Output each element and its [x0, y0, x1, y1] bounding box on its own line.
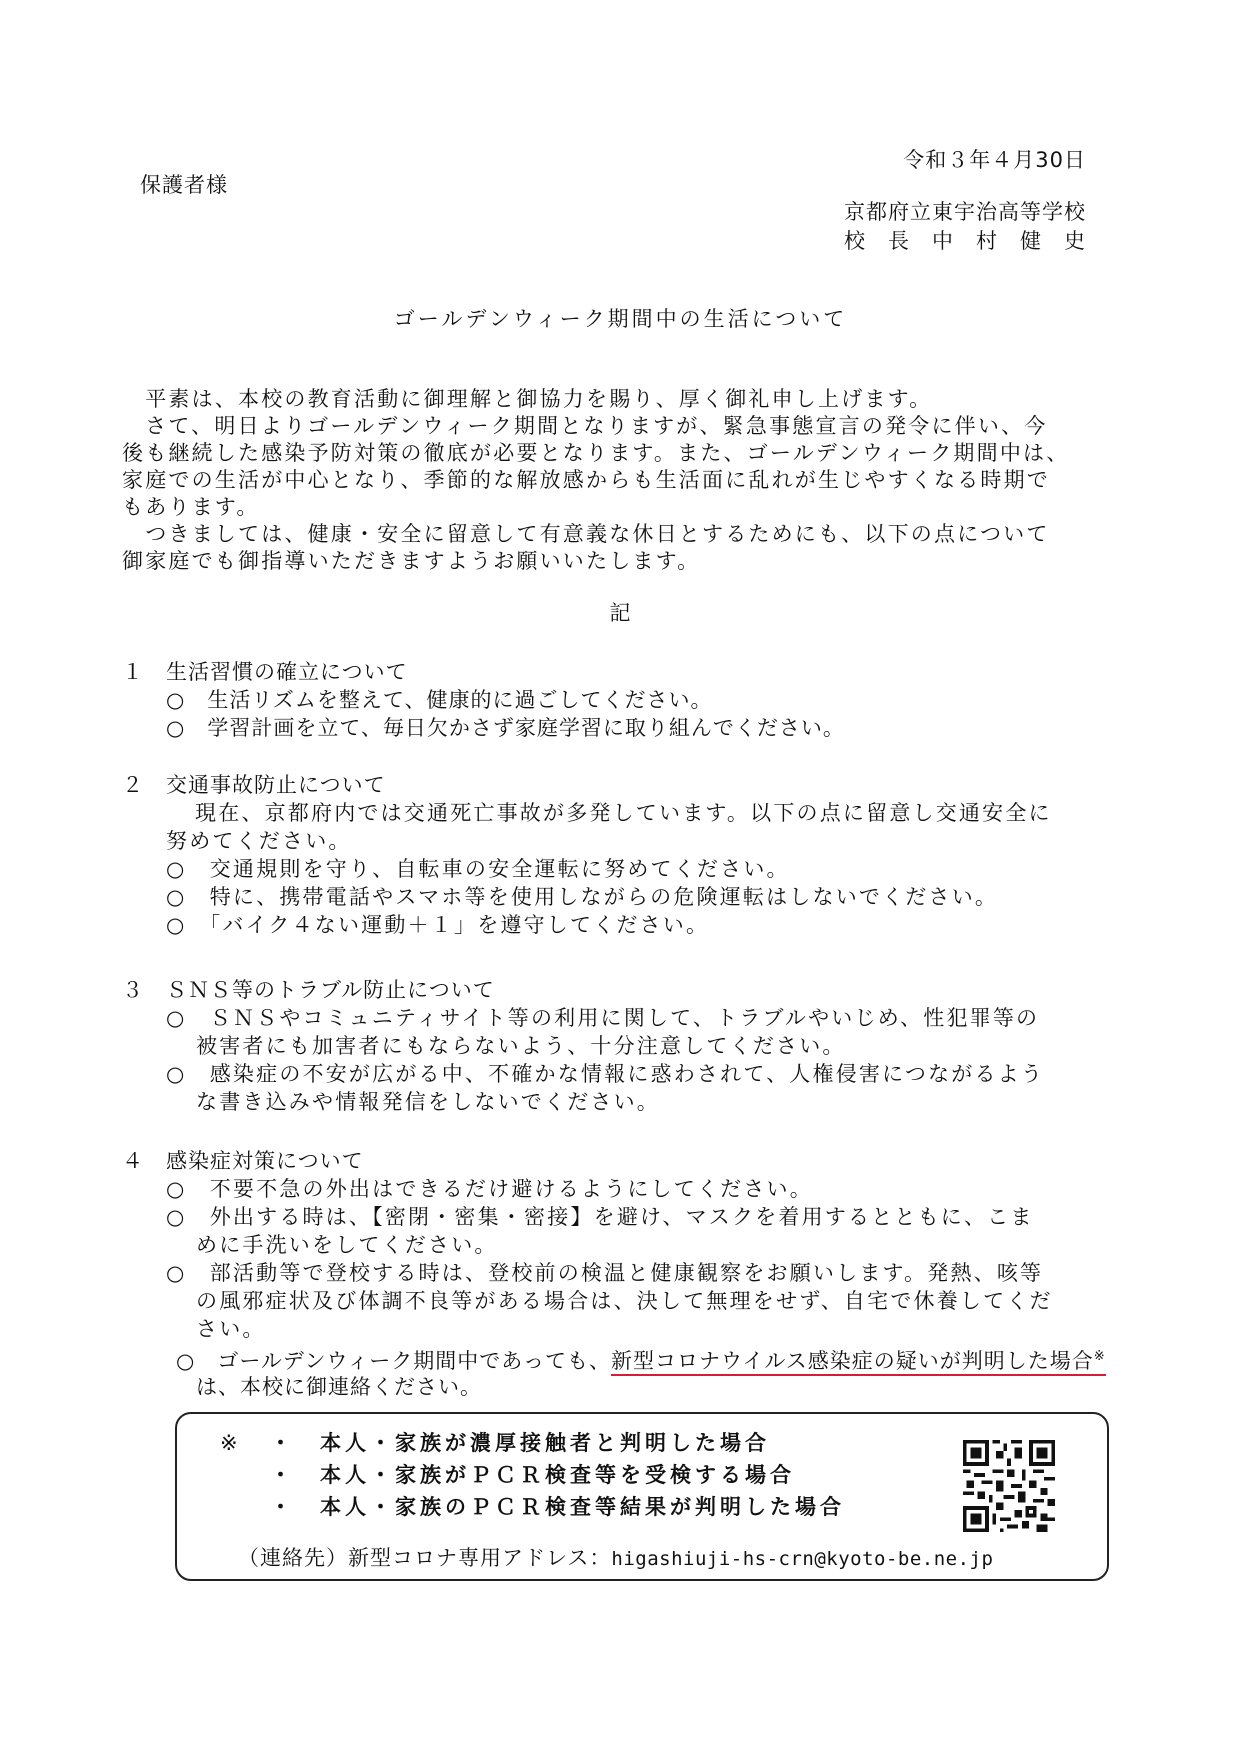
list-item: ○ 生活リズムを整えて、健康的に過ごしてください。	[166, 688, 713, 712]
qr-code-icon	[963, 1440, 1055, 1532]
list-item: ○ 部活動等で登校する時は、登校前の検温と健康観察をお願いします。発熱、咳等	[166, 1261, 1044, 1285]
section-title: 感染症対策について	[166, 1149, 364, 1173]
intro-line: もあります。	[122, 495, 260, 519]
intro-line: 後も継続した感染予防対策の徹底が必要となります。また、ゴールデンウィーク期間中は、	[122, 441, 1070, 465]
paragraph-line: 現在、京都府内では交通死亡事故が多発しています。以下の点に留意し交通安全に	[195, 801, 1052, 825]
list-item-cont: さい。	[196, 1317, 266, 1341]
contact-email[interactable]: higashiuji-hs-crn@kyoto-be.ne.jp	[611, 1548, 994, 1570]
intro-line: 家庭での生活が中心となり、季節的な解放感からも生活面に乱れが生じやすくなる時期で	[122, 468, 1050, 492]
notice-item: ・ 本人・家族のＰＣＲ検査等結果が判明した場合	[270, 1495, 845, 1519]
notice-mark: ※	[220, 1431, 239, 1455]
section-number: ２	[122, 773, 144, 797]
paragraph-line: 努めてください。	[166, 829, 352, 853]
ki-heading: 記	[609, 601, 632, 625]
addressee: 保護者様	[140, 173, 228, 197]
underlined-condition	[611, 1349, 1106, 1376]
contact-line	[238, 1543, 993, 1574]
list-item: ○ 外出する時は、【密閉・密集・密接】を避け、マスクを着用するとともに、こま	[166, 1205, 1034, 1229]
section-title: 交通事故防止について	[166, 773, 386, 797]
list-item-cont: 被害者にも加害者にもならないよう、十分注意してください。	[196, 1034, 846, 1058]
section-number: ４	[122, 1149, 144, 1173]
notice-item: ・ 本人・家族がＰＣＲ検査等を受検する場合	[270, 1463, 795, 1487]
school-name: 京都府立東宇治高等学校	[844, 200, 1086, 224]
list-item: ○ 不要不急の外出はできるだけ避けるようにしてください。	[166, 1177, 813, 1201]
principal-name: 校 長 中 村 健 史	[844, 229, 1086, 253]
section-number: １	[122, 660, 144, 684]
list-item: ○ 学習計画を立て、毎日欠かさず家庭学習に取り組んでください。	[166, 716, 845, 740]
document-date: 令和３年４月30日	[903, 148, 1086, 172]
list-item-prefix: ○ ゴールデンウィーク期間中であっても、	[176, 1349, 612, 1373]
list-item-cont: の風邪症状及び体調不良等がある場合は、決して無理をせず、自宅で休養してくだ	[196, 1289, 1053, 1313]
section-number: ３	[122, 978, 144, 1002]
list-item-cont: は、本校に御連絡ください。	[196, 1375, 482, 1399]
intro-line: 御家庭でも御指導いただきますようお願いいたします。	[122, 549, 701, 573]
list-item: ○ ＳＮＳやコミュニティサイト等の利用に関して、トラブルやいじめ、性犯罪等の	[166, 1006, 1040, 1030]
notice-item: ・ 本人・家族が濃厚接触者と判明した場合	[270, 1431, 770, 1455]
list-item: ○ 交通規則を守り、自転車の安全運転に努めてください。	[166, 857, 790, 881]
intro-line: 平素は、本校の教育活動に御理解と御協力を賜り、厚く御礼申し上げます。	[122, 387, 933, 411]
intro-line: つきましては、健康・安全に留意して有意義な休日とするためにも、以下の点について	[122, 522, 1050, 546]
footnote-mark: ※	[1093, 1349, 1106, 1364]
list-item: ○ 感染症の不安が広がる中、不確かな情報に惑わされて、人権侵害につながるよう	[166, 1062, 1045, 1086]
list-item: ○ 「バイク４ない運動＋１」を遵守してください。	[166, 913, 710, 937]
section-title: ＳＮＳ等のトラブル防止について	[166, 978, 495, 1002]
list-item-cont: な書き込みや情報発信をしないでください。	[196, 1090, 660, 1114]
intro-line: さて、明日よりゴールデンウィーク期間となりますが、緊急事態宣言の発令に伴い、今	[122, 414, 1048, 438]
list-item	[176, 1342, 1106, 1376]
section-title: 生活習慣の確立について	[166, 660, 408, 684]
list-item: ○ 特に、携帯電話やスマホ等を使用しながらの危険運転はしないでください。	[166, 885, 999, 909]
underlined-text: 新型コロナウイルス感染症の疑いが判明した場合	[611, 1349, 1094, 1373]
document-title: ゴールデンウィーク期間中の生活について	[393, 307, 848, 331]
list-item-cont: めに手洗いをしてください。	[196, 1233, 498, 1257]
contact-label: （連絡先）新型コロナ専用アドレス：	[238, 1546, 612, 1570]
